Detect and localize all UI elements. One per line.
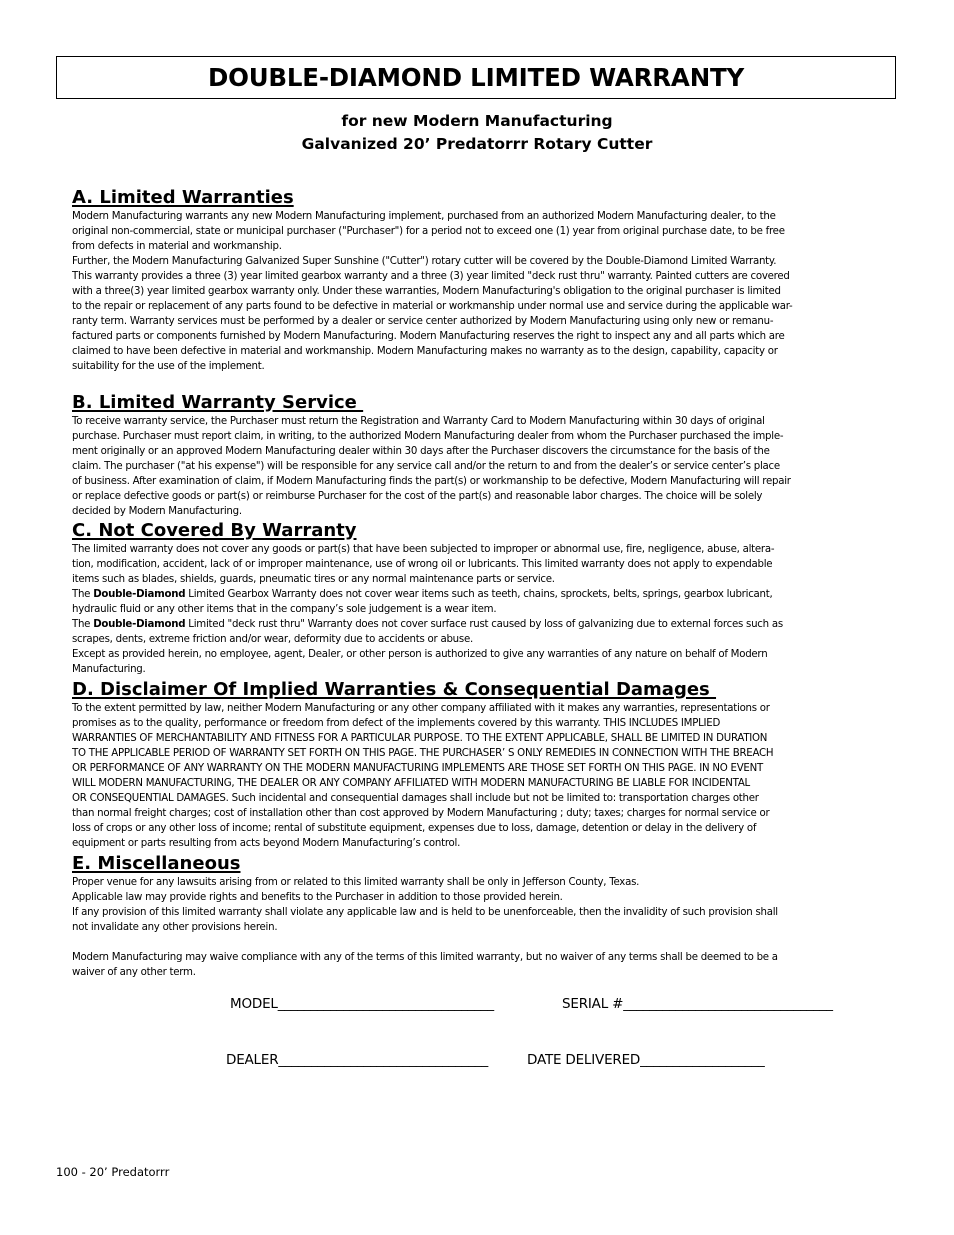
section-c-line: items such as blades, shields, guards, pneumatic tires or any normal maintenance parts or service. <box>72 574 555 585</box>
section-a-line: Further, the Modern Manufacturing Galvanized Super Sunshine ("Cutter") rotary cutter will be covered by the Double-Diamond Limited Warranty. <box>72 256 777 267</box>
section-e-line: Modern Manufacturing may waive compliance with any of the terms of this limited warranty, but no waiver of any terms shall be deemed to be a <box>72 952 778 963</box>
date-delivered-field[interactable]: DATE DELIVERED___________________ <box>527 1052 765 1068</box>
gearbox-the: The <box>72 589 94 600</box>
section-d-line: To the extent permitted by law, neither Modern Manufacturing or any other company affiliated with it makes any warranties, representations or <box>72 703 770 714</box>
section-c-line: tion, modification, accident, lack of or improper maintenance, use of wrong oil or lubricants. This limited warranty does not apply to expendable <box>72 559 773 570</box>
section-d <box>72 679 882 851</box>
section-e-line: not invalidate any other provisions herein. <box>72 922 278 933</box>
section-a <box>72 187 882 374</box>
gearbox-brand: Double-Diamond <box>93 589 186 600</box>
subtitle <box>0 110 954 156</box>
section-c-line: Manufacturing. <box>72 664 146 675</box>
section-c-line: The limited warranty does not cover any goods or part(s) that have been subjected to improper or abnormal use, fire, negligence, abuse, altera- <box>72 544 775 555</box>
section-a-line: Modern Manufacturing warrants any new Modern Manufacturing implement, purchased from an authorized Modern Manufacturing dealer, to the <box>72 211 776 222</box>
section-d-line: loss of crops or any other loss of income; rental of substitute equipment, expenses due to loss, damage, detention or delay in the delivery of <box>72 823 757 834</box>
section-d-line: TO THE APPLICABLE PERIOD OF WARRANTY SET FORTH ON THIS PAGE. THE PURCHASER’ S ONLY REMEDIES IN CONNECTION WITH THE BREACH <box>72 748 774 759</box>
section-a-line: ranty term. Warranty services must be performed by a dealer or service center authorized by Modern Manufacturing using only new or remanu- <box>72 316 774 327</box>
serial-field[interactable]: SERIAL #________________________________ <box>562 996 833 1012</box>
subtitle-line-2: Galvanized 20’ Predatorrr Rotary Cutter <box>301 135 653 153</box>
section-d-body <box>72 701 882 851</box>
section-b-line: claim. The purchaser ("at his expense") will be responsible for any service call and/or the return to and from the dealer’s or service center’s place <box>72 461 780 472</box>
section-a-body <box>72 209 882 374</box>
section-d-line: equipment or parts resulting from acts beyond Modern Manufacturing’s control. <box>72 838 461 849</box>
section-e <box>72 853 882 980</box>
section-d-line: OR CONSEQUENTIAL DAMAGES. Such incidental and consequential damages shall include but not be limited to: transportation charges other <box>72 793 759 804</box>
section-a-heading: A. Limited Warranties <box>72 187 294 208</box>
section-c <box>72 520 882 677</box>
section-a-line: with a three(3) year limited gearbox warranty only. Under these warranties, Modern Manufacturing's obligation to the original purchaser is limited <box>72 286 781 297</box>
section-d-line: promises as to the quality, performance or freedom from defect of the implements covered by this warranty. THIS INCLUDES IMPLIED <box>72 718 721 729</box>
title-box <box>56 56 896 99</box>
rust-the: The <box>72 619 94 630</box>
section-b-body <box>72 414 882 519</box>
section-b-line: of business. After examination of claim, if Modern Manufacturing finds the part(s) or workmanship to be defective, Modern Manufacturing will repair <box>72 476 791 487</box>
page-title: DOUBLE-DIAMOND LIMITED WARRANTY <box>207 63 745 92</box>
subtitle-line-1: for new Modern Manufacturing <box>341 112 613 130</box>
rust-rest: Limited "deck rust thru" Warranty does not cover surface rust caused by loss of galvanizing due to external forces such as <box>185 619 783 630</box>
dealer-field[interactable]: DEALER________________________________ <box>226 1052 488 1068</box>
section-b-heading: B. Limited Warranty Service <box>72 392 364 413</box>
section-b-line: ment originally or an approved Modern Manufacturing dealer within 30 days after the Purchaser discovers the circumstance for the basis of the <box>72 446 770 457</box>
section-c-gearbox-line <box>72 587 882 602</box>
section-e-line: waiver of any other term. <box>72 967 196 978</box>
section-d-line: OR PERFORMANCE OF ANY WARRANTY ON THE MODERN MANUFACTURING IMPLEMENTS ARE THOSE SET FORTH ON THIS PAGE. IN NO EVENT <box>72 763 763 774</box>
section-d-line: WILL MODERN MANUFACTURING, THE DEALER OR ANY COMPANY AFFILIATED WITH MODERN MANUFACTURING BE LIABLE FOR INCIDENTAL <box>72 778 750 789</box>
section-e-line <box>72 935 882 950</box>
section-a-line: factured parts or components furnished by Modern Manufacturing. Modern Manufacturing reserves the right to inspect any and all parts which are <box>72 331 785 342</box>
rust-brand: Double-Diamond <box>93 619 186 630</box>
section-a-line: claimed to have been defective in material and workmanship. Modern Manufacturing makes no warranty as to the design, capability, capacity or <box>72 346 778 357</box>
section-b <box>72 392 882 519</box>
section-e-heading: E. Miscellaneous <box>72 853 241 874</box>
model-field[interactable]: MODEL_________________________________ <box>230 996 494 1012</box>
section-b-line: or replace defective goods or part(s) or reimburse Purchaser for the cost of the part(s) and reasonable labor charges. The choice will be solely <box>72 491 763 502</box>
section-c-line: Except as provided herein, no employee, agent, Dealer, or other person is authorized to give any warranties of any nature on behalf of Modern <box>72 649 768 660</box>
section-c-body <box>72 542 882 677</box>
section-e-line: If any provision of this limited warranty shall violate any applicable law and is held to be unenforceable, then the invalidity of such provision shall <box>72 907 778 918</box>
section-a-line: from defects in material and workmanship. <box>72 241 282 252</box>
section-c-line: scrapes, dents, extreme friction and/or wear, deformity due to accidents or abuse. <box>72 634 473 645</box>
section-b-line: purchase. Purchaser must report claim, in writing, to the authorized Modern Manufacturing dealer from whom the Purchaser purchased the imple- <box>72 431 784 442</box>
section-a-line: original non-commercial, state or municipal purchaser ("Purchaser") for a period not to exceed one (1) year from original purchase date, to be free <box>72 226 785 237</box>
gearbox-rest: Limited Gearbox Warranty does not cover wear items such as teeth, chains, sprockets, belts, springs, gearbox lubricant, <box>185 589 773 600</box>
section-e-line: Applicable law may provide rights and benefits to the Purchaser in addition to those provided herein. <box>72 892 563 903</box>
section-c-heading: C. Not Covered By Warranty <box>72 520 357 541</box>
section-a-line: suitability for the use of the implement. <box>72 361 265 372</box>
page-footer: 100 - 20’ Predatorrr <box>56 1165 170 1179</box>
section-d-line: than normal freight charges; cost of installation other than cost approved by Modern Manufacturing ; duty; taxes; charges for normal service or <box>72 808 770 819</box>
section-b-line: decided by Modern Manufacturing. <box>72 506 242 517</box>
section-d-line: WARRANTIES OF MERCHANTABILITY AND FITNESS FOR A PARTICULAR PURPOSE. TO THE EXTENT APPLICABLE, SHALL BE LIMITED IN DURATION <box>72 733 768 744</box>
section-e-body <box>72 875 882 980</box>
section-c-line: hydraulic fluid or any other items that in the company’s sole judgement is a wear item. <box>72 604 497 615</box>
section-d-heading: D. Disclaimer Of Implied Warranties & Consequential Damages <box>72 679 717 700</box>
section-e-line: Proper venue for any lawsuits arising from or related to this limited warranty shall be only in Jefferson County, Texas. <box>72 877 640 888</box>
section-c-rust-line <box>72 617 882 632</box>
section-b-line: To receive warranty service, the Purchaser must return the Registration and Warranty Card to Modern Manufacturing within 30 days of original <box>72 416 765 427</box>
section-a-line: to the repair or replacement of any parts found to be defective in material or workmanship under normal use and service during the applicable war- <box>72 301 793 312</box>
section-a-line: This warranty provides a three (3) year limited gearbox warranty and a three (3) year limited "deck rust thru" warranty. Painted cutters are covered <box>72 271 790 282</box>
